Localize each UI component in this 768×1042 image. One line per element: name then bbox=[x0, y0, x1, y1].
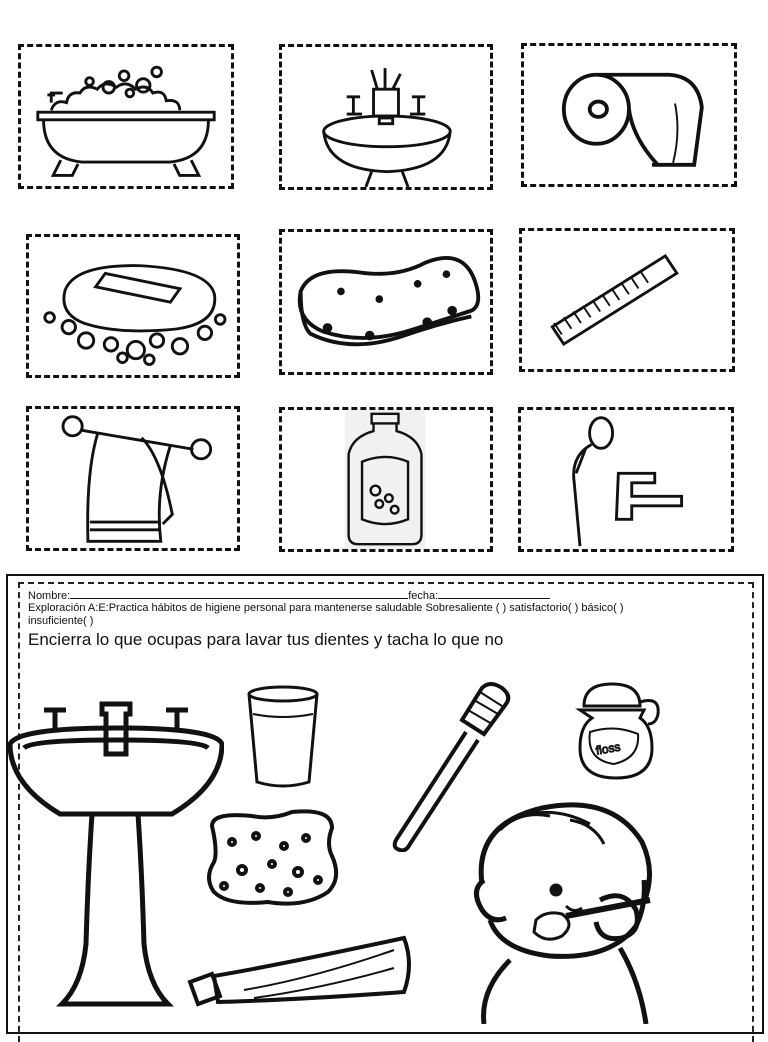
child-art[interactable] bbox=[470, 800, 670, 1024]
glass-art[interactable] bbox=[242, 684, 324, 788]
date-blank[interactable] bbox=[438, 588, 550, 599]
card-soap bbox=[26, 234, 240, 378]
card-sink bbox=[279, 44, 493, 190]
comb-icon bbox=[522, 231, 732, 369]
svg-text:floss: floss bbox=[594, 739, 622, 758]
card-towel bbox=[26, 406, 240, 551]
exploration-line-1: Exploración A:E:Practica hábitos de higiene personal para mantenerse saludable Sobresaliente ( ) satisfactorio( ) básico( ) bbox=[28, 602, 624, 614]
water-glass-icon bbox=[242, 684, 324, 788]
card-comb bbox=[519, 228, 735, 372]
shower-faucet-icon bbox=[521, 410, 731, 549]
card-shower bbox=[518, 407, 734, 552]
card-bathtub bbox=[18, 44, 234, 189]
bathtub-icon bbox=[21, 47, 231, 186]
name-blank[interactable] bbox=[70, 588, 408, 599]
dental-floss-icon bbox=[562, 680, 666, 782]
soap-bar-icon bbox=[29, 237, 237, 375]
shampoo-bottle-icon bbox=[282, 410, 490, 549]
toilet-paper-icon bbox=[524, 46, 734, 184]
sponge-icon bbox=[202, 806, 340, 910]
child-brushing-teeth-icon bbox=[470, 800, 670, 1024]
exploration-line-2: insuficiente( ) bbox=[28, 615, 94, 627]
floss-art[interactable] bbox=[562, 680, 666, 782]
sink-toothbrush-icon bbox=[282, 47, 490, 187]
date-label: fecha: bbox=[408, 590, 439, 602]
sponge-icon bbox=[282, 232, 490, 372]
card-shampoo bbox=[279, 407, 493, 552]
name-date-line bbox=[28, 588, 550, 602]
card-sponge bbox=[279, 229, 493, 375]
towel-rack-icon bbox=[29, 409, 237, 548]
name-label: Nombre: bbox=[28, 590, 71, 602]
card-toilet-paper bbox=[521, 43, 737, 187]
sponge-art[interactable] bbox=[202, 806, 340, 910]
instruction-title: Encierra lo que ocupas para lavar tus dientes y tacha lo que no bbox=[28, 630, 504, 649]
toothpaste-art[interactable] bbox=[184, 932, 418, 1014]
toothpaste-tube-icon bbox=[184, 932, 418, 1014]
